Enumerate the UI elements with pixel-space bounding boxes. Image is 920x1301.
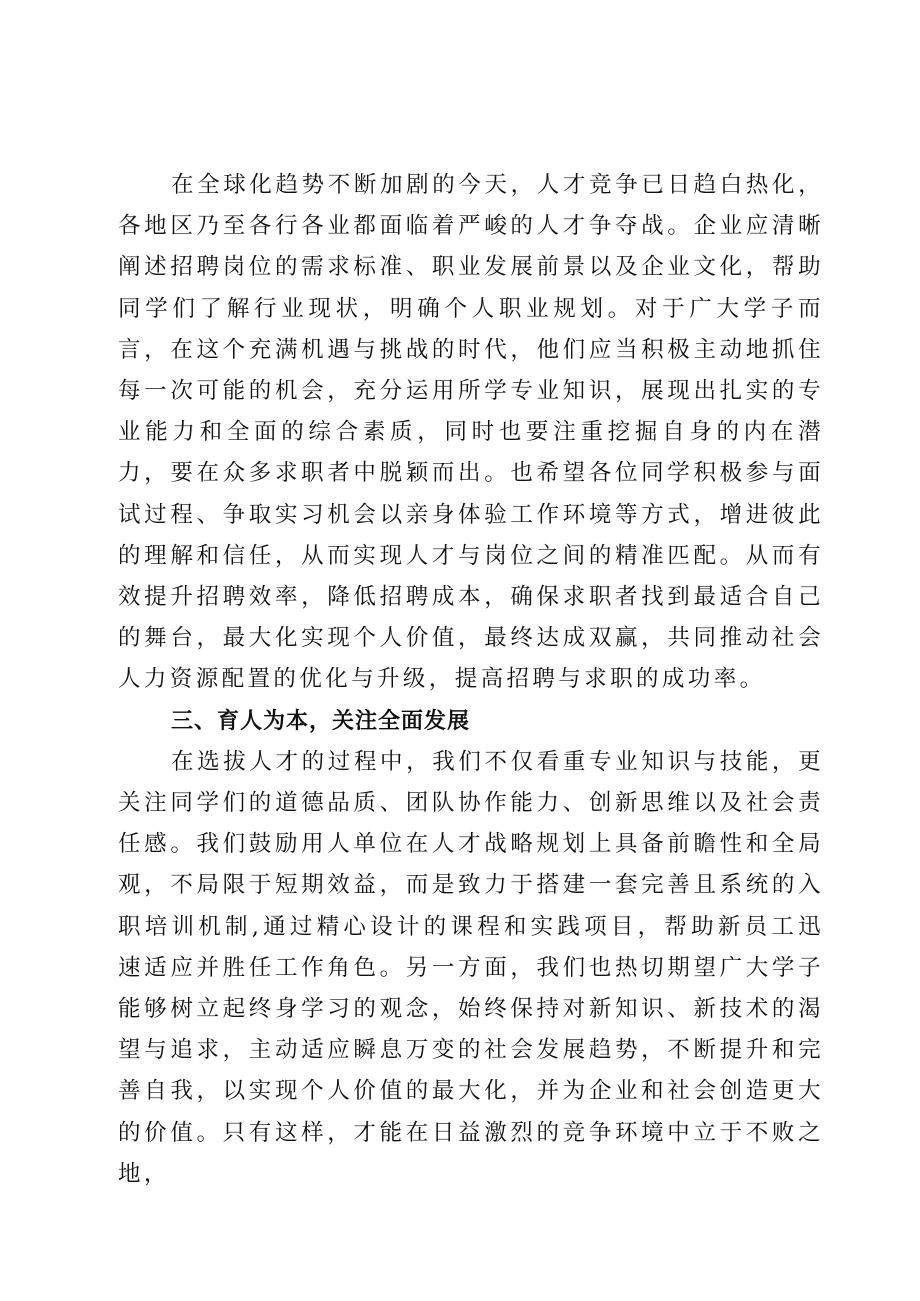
body-paragraph: 在选拔人才的过程中，我们不仅看重专业知识与技能，更关注同学们的道德品质、团队协作能力、创新思维以及社会责任感。我们鼓励用人单位在人才战略规划上具备前瞻性和全局观，不局限于短期效益，而是致力于搭建一套完善且系统的入职培训机制,通过精心设计的课程和实践项目，帮助新员工迅速适应并胜任工作角色。另一方面，我们也热切期望广大学子能够树立起终身学习的观念，始终保持对新知识、新技术的渴望与追求，主动适应瞬息万变的社会发展趋势，不断提升和完善自我，以实现个人价值的最大化，并为企业和社会创造更大的价值。只有这样，才能在日益激烈的竞争环境中立于不败之地，	[118, 748, 824, 1187]
section-heading: 三、育人为本，关注全面发展	[171, 708, 471, 734]
body-paragraph: 在全球化趋势不断加剧的今天，人才竞争已日趋白热化，各地区乃至各行各业都面临着严峻的人才争夺战。企业应清晰阐述招聘岗位的需求标准、职业发展前景以及企业文化，帮助同学们了解行业现状，明确个人职业规划。对于广大学子而言，在这个充满机遇与挑战的时代，他们应当积极主动地抓住每一次可能的机会，充分运用所学专业知识，展现出扎实的专业能力和全面的综合素质，同时也要注重挖掘自身的内在潜力，要在众多求职者中脱颖而出。也希望各位同学积极参与面试过程、争取实习机会以亲身体验工作环境等方式，增进彼此的理解和信任，从而实现人才与岗位之间的精准匹配。从而有效提升招聘效率，降低招聘成本，确保求职者找到最适合自己的舞台，最大化实现个人价值，最终达成双赢，共同推动社会人力资源配置的优化与升级，提高招聘与求职的成功率。	[118, 172, 824, 693]
document-body	[118, 165, 824, 1195]
